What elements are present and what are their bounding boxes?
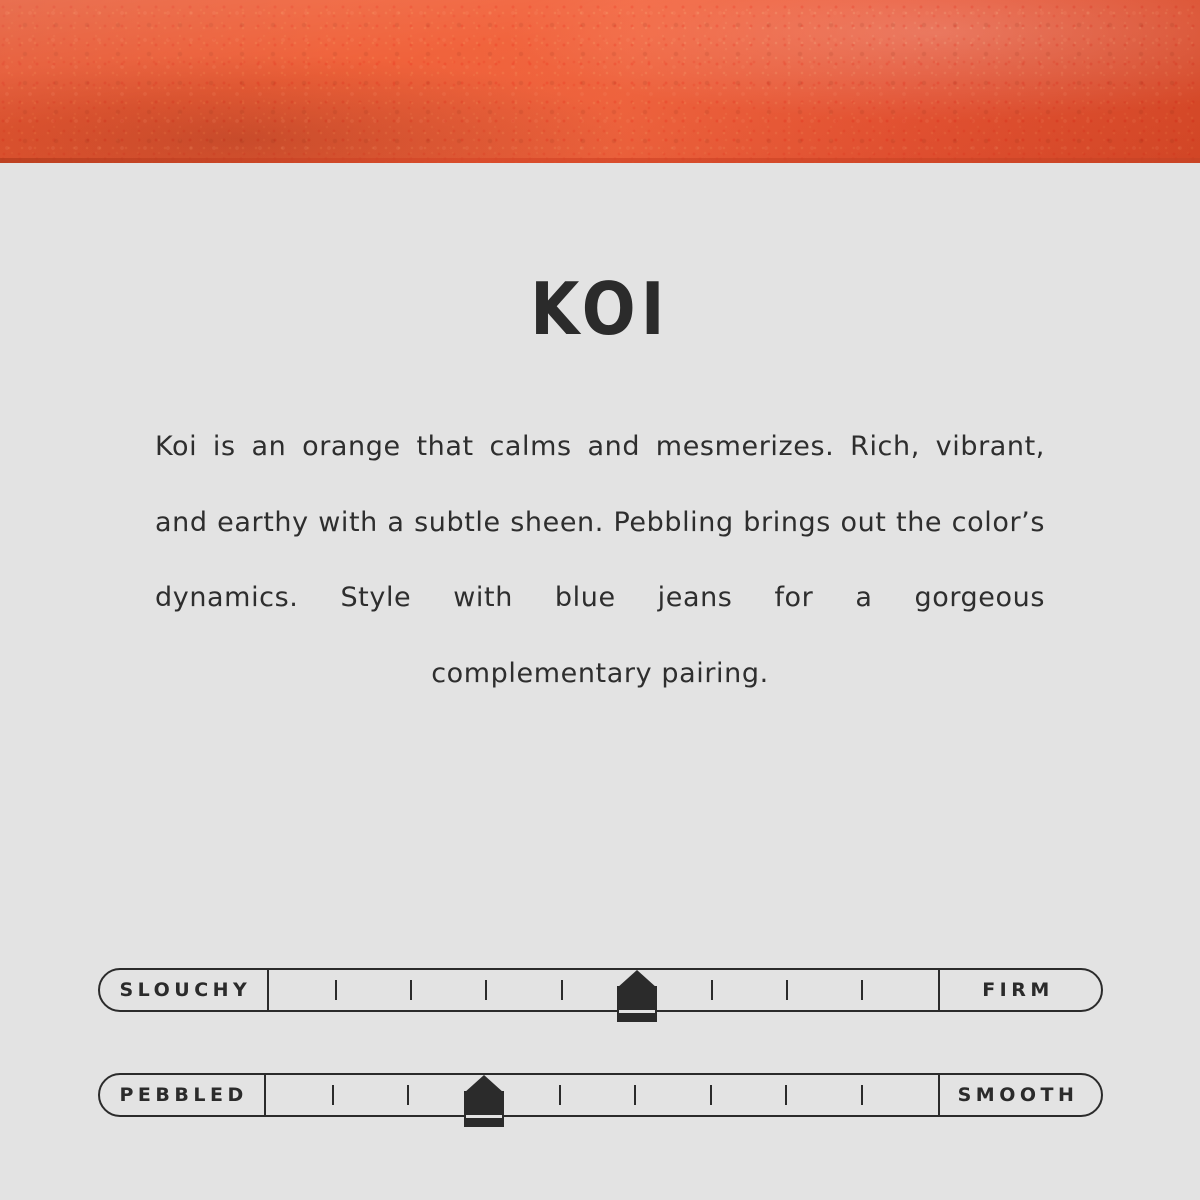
color-description: Koi is an orange that calms and mesmerizes. Rich, vibrant, and earthy with a subtle sheen. Pebbling brings out the color’s dynamics. Style with blue jeans for a gorgeous complementary pairing. <box>155 431 1045 689</box>
slider-right-label: SMOOTH <box>938 1075 1101 1115</box>
slider-tick <box>483 1085 485 1105</box>
slider-tick <box>407 1085 409 1105</box>
slider-tick <box>636 980 638 1000</box>
slider-tick <box>561 980 563 1000</box>
page-title: KOI <box>530 267 670 351</box>
slider-tick <box>710 1085 712 1105</box>
slider-tick <box>711 980 713 1000</box>
slider-tick <box>786 980 788 1000</box>
slider-scale[interactable] <box>266 1075 938 1115</box>
slider-tick <box>332 1085 334 1105</box>
attribute-sliders <box>0 968 1200 1178</box>
slider-tick <box>335 980 337 1000</box>
slider-track[interactable] <box>98 1073 1103 1117</box>
slider-tick <box>410 980 412 1000</box>
card-content <box>0 163 1200 1200</box>
slider-track[interactable] <box>98 968 1103 1012</box>
slider-left-label: SLOUCHY <box>100 970 270 1010</box>
slider-right-label: FIRM <box>938 970 1101 1010</box>
slider-tick <box>785 1085 787 1105</box>
slider-texture[interactable] <box>98 1073 1103 1178</box>
slider-tick <box>485 980 487 1000</box>
slider-handle-base <box>464 1118 504 1127</box>
slider-left-label: PEBBLED <box>100 1075 266 1115</box>
leather-swatch-image <box>0 0 1200 163</box>
slider-handle-base <box>617 1013 657 1022</box>
slider-structure[interactable] <box>98 968 1103 1073</box>
slider-handle-notch <box>619 1010 655 1013</box>
slider-handle-notch <box>466 1115 502 1118</box>
slider-tick <box>559 1085 561 1105</box>
slider-tick <box>861 1085 863 1105</box>
slider-tick <box>634 1085 636 1105</box>
slider-scale[interactable] <box>269 970 937 1010</box>
leather-sheen-overlay <box>0 0 1200 163</box>
slider-tick <box>861 980 863 1000</box>
